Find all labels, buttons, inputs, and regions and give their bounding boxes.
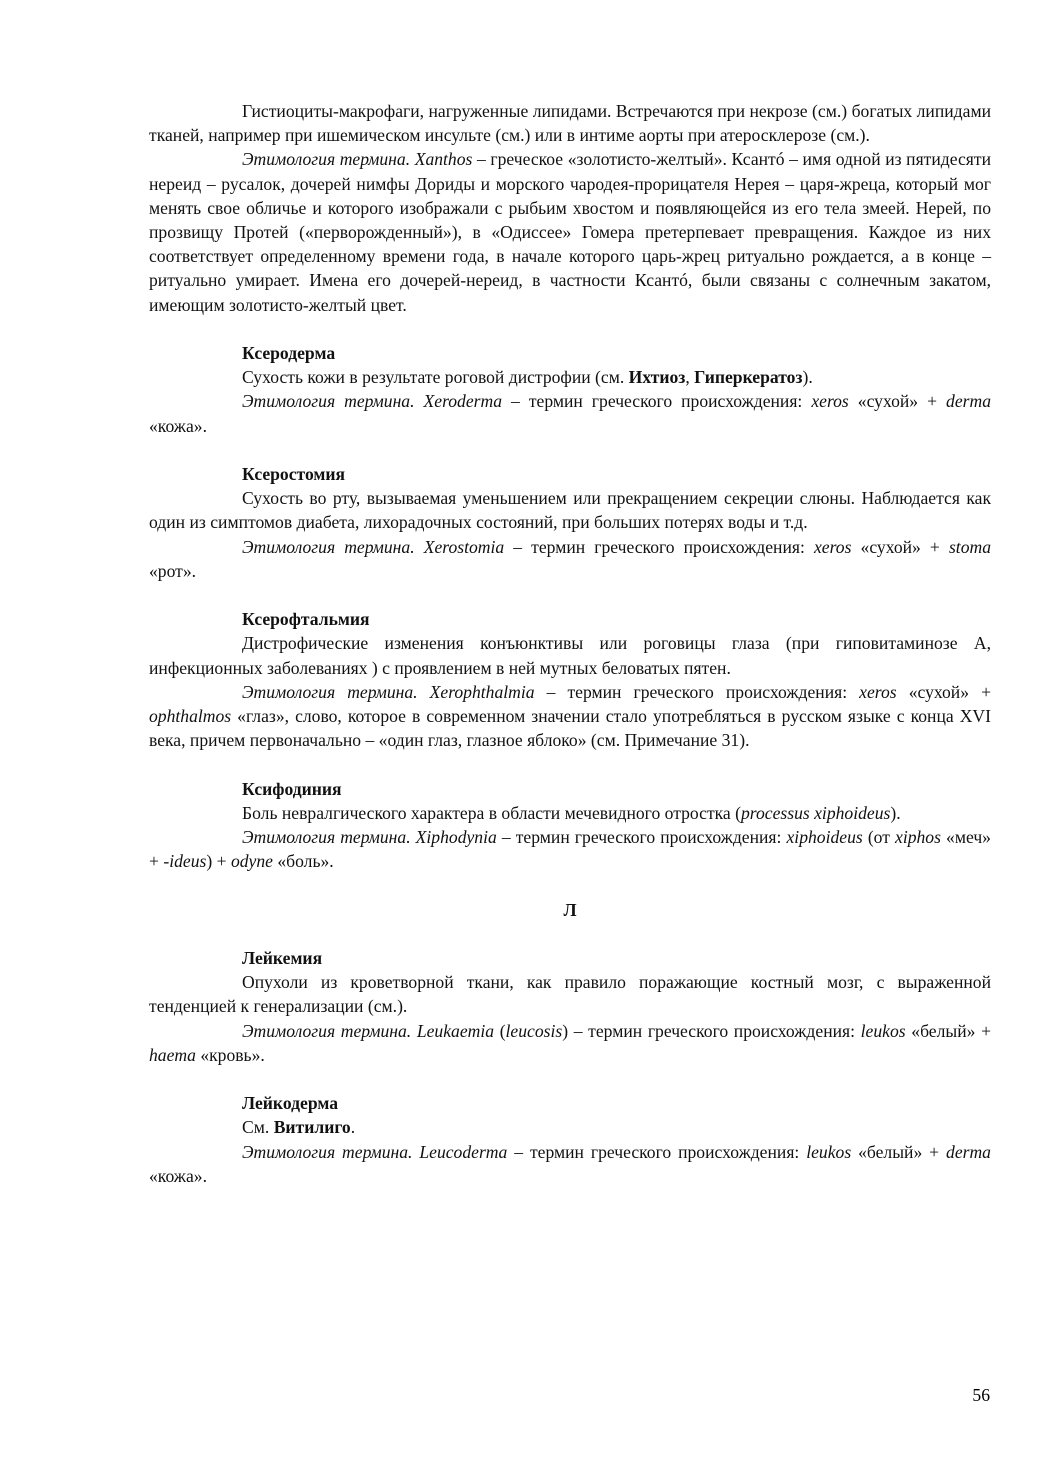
text: – термин греческого происхождения: [501,827,782,848]
term: xeros [813,536,852,557]
etymology-label: Этимология термина. [242,1020,412,1041]
text: ). [802,367,813,388]
text: – термин греческого происхождения: [514,1141,800,1162]
text: – термин греческого происхождения: [513,536,805,557]
etymology-paragraph [149,1140,991,1188]
text: «белый» + [858,1141,940,1162]
etymology-paragraph [149,680,991,753]
term: Xerophthalmia [429,681,535,702]
term: xeros [811,391,849,412]
text: «глаз», слово, которое в современном значении стало употребляться в русском языке с конца XVI века, причем первоначально – «один глаз, глазное яблоко» (см. Примечание 31). [149,706,991,751]
text: «меч» + [149,827,991,872]
text: – греческое «золотисто-желтый». Ксантó – имя одной из пятидесяти нереид – русалок, дочерей нимфы Дориды и морского чародея-прорицателя Нерея – царя-жреца, который мог менять свое обличье и которого изображали с рыбьим хвостом и появляющейся из его тела змеей. Нерей, по прозвищу Протей («перворожденный»), в «Одиссее» Гомера претерпевает превращения. Каждое из них соответствует определенному времени года, в начале которого царь-жрец ритуально рождается, а в конце – ритуально умирает. Имена его дочерей-нереид, в частности Ксантó, были связаны с солнечным закатом, имеющим золотисто-желтый цвет. [149,149,991,315]
term: Xiphodynia [415,827,497,848]
definition [149,801,991,825]
text: Боль невралгического характера в области мечевидного отростка ( [242,802,741,823]
etymology-paragraph [149,389,991,437]
entry-heading: Лейкодерма [242,1093,339,1114]
term: xiphoideus [786,827,863,848]
text: ) + [206,851,227,872]
text: «белый» + [911,1020,991,1041]
definition [149,486,991,534]
term: haema [149,1044,196,1065]
text: ) – термин греческого происхождения: [562,1020,856,1041]
definition [149,1115,991,1139]
entry-heading: Ксеростомия [242,464,346,485]
entry-heading: Ксеродерма [242,343,336,364]
term: derma [946,391,991,412]
text: «сухой» + [908,681,991,702]
term: xeros [859,681,897,702]
text: «кожа». [149,415,207,436]
text: ). [890,802,901,823]
term: Xeroderma [423,391,503,412]
entry-heading: Ксерофтальмия [242,609,370,630]
text: «сухой» + [857,391,938,412]
term: leucosis [505,1020,563,1041]
etymology-label: Этимология термина. [242,149,411,170]
text: , [685,367,690,388]
section-letter: Л [563,899,577,920]
text: ( [499,1020,506,1041]
term: Xerostomia [423,536,505,557]
text: (от [867,827,890,848]
etymology-paragraph [149,825,991,873]
text: Дистрофические изменения конъюнктивы или роговицы глаза (при гиповитаминозе А, инфекционных заболеваниях ) с проявлением в ней мутных беловатых пятен. [149,633,991,678]
etymology-label: Этимология термина. [242,827,411,848]
term: Leukaemia [416,1020,495,1041]
text: – термин греческого происхождения: [546,681,848,702]
cross-reference: Ихтиоз [628,367,686,388]
cross-reference: Витилиго [273,1117,351,1138]
entry-heading: Лейкемия [242,948,323,969]
term: Xanthos [414,149,473,170]
text: . [350,1117,356,1138]
term: processus xiphoideus [740,802,891,823]
definition [149,631,991,679]
term: leukos [806,1141,852,1162]
text: «рот». [149,560,197,581]
text: Сухость во рту, вызываемая уменьшением или прекращением секреции слюны. Наблюдается как один из симптомов диабета, лихорадочных состояний, при больших потерях воды и т.д. [149,488,991,533]
text: «кровь». [200,1044,265,1065]
etymology-label: Этимология термина. [242,536,415,557]
etymology-label: Этимология термина. [242,391,415,412]
etymology-label: Этимология термина. [242,681,418,702]
term: ophthalmos [149,706,232,727]
page-number: 56 [972,1385,990,1405]
paragraph [149,99,991,147]
text: – термин греческого происхождения: [511,391,803,412]
text: «кожа». [149,1165,207,1186]
etymology-label: Этимология термина. [242,1141,413,1162]
term: derma [946,1141,991,1162]
text: Гистиоциты-макрофаги, нагруженные липидами. Встречаются при некрозе (см.) богатых липидами тканей, например при ишемическом инсульте (см.) или в интиме аорты при атеросклерозе (см.). [149,101,991,146]
entry-heading: Ксифодиния [242,778,342,799]
definition [149,365,991,389]
cross-reference: Гиперкератоз [694,367,803,388]
term: leukos [860,1020,906,1041]
etymology-paragraph [149,147,991,316]
term: Leucoderma [419,1141,508,1162]
text: Опухоли из кроветворной ткани, как правило поражающие костный мозг, с выраженной тенденцией к генерализации (см.). [149,972,991,1017]
text: См. [242,1117,270,1138]
term: odyne [230,851,273,872]
term: stoma [948,536,991,557]
text: «сухой» + [860,536,940,557]
text: Сухость кожи в результате роговой дистрофии (см. [242,367,625,388]
term: -ideus [163,851,207,872]
etymology-paragraph [149,535,991,583]
document-page [149,99,991,1188]
term: xiphos [895,827,941,848]
definition [149,970,991,1018]
etymology-paragraph [149,1019,991,1067]
text: «боль». [277,851,334,872]
